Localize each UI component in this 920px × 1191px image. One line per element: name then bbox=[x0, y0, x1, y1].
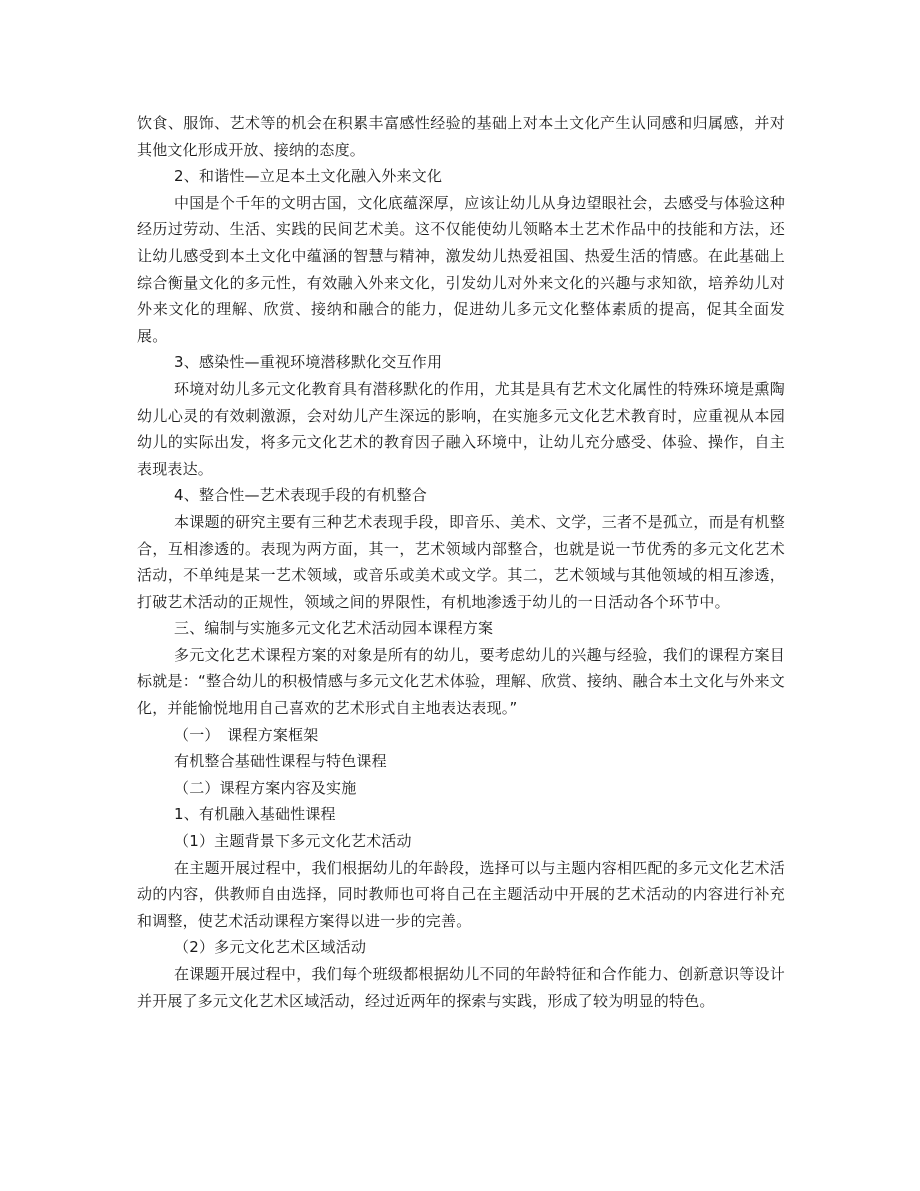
paragraph-area-activity: 在课题开展过程中，我们每个班级都根据幼儿不同的年龄特征和合作能力、创新意识等设计并开展了多元文化艺术区域活动，经过近两年的探索与实践，形成了较为明显的特色。 bbox=[137, 965, 785, 1010]
paragraph-harmony: 中国是个千年的文明古国，文化底蕴深厚，应该让幼儿从身边望眼社会，去感受与体验这种经历过劳动、生活、实践的民间艺术美。这不仅能使幼儿领略本土艺术作品中的技能和方法，还让幼儿感受到本土文化中蕴涵的智慧与精神，激发幼儿热爱祖国、热爱生活的情感。在此基础上综合衡量文化的多元性，有效融入外来文化，引发幼儿对外来文化的兴趣与求知欲，培养幼儿对外来文化的理解、欣赏、接纳和融合的能力，促进幼儿多元文化整体素质的提高，促其全面发展。 bbox=[137, 193, 785, 345]
paragraph-infection: 环境对幼儿多元文化教育具有潜移默化的作用，尤其是具有艺术文化属性的特殊环境是熏陶幼儿心灵的有效刺激源，会对幼儿产生深远的影响，在实施多元文化艺术教育时，应重视从本园幼儿的实际出发，将多元文化艺术的教育因子融入环境中，让幼儿充分感受、体验、操作，自主表现表达。 bbox=[137, 379, 785, 478]
subheading-area-activity: （2）多元文化艺术区域活动 bbox=[174, 938, 367, 957]
section-heading-integration: 4、整合性—艺术表现手段的有机整合 bbox=[174, 486, 427, 505]
subheading-content: （二）课程方案内容及实施 bbox=[174, 778, 357, 797]
subheading-theme-activity: （1）主题背景下多元文化艺术活动 bbox=[174, 832, 412, 851]
paragraph-integration: 本课题的研究主要有三种艺术表现手段，即音乐、美术、文学，三者不是孤立，而是有机整合，互相渗透的。表现为两方面，其一，艺术领域内部整合，也就是说一节优秀的多元文化艺术活动，不单纯是某一艺术领域，或音乐或美术或文学。其二，艺术领域与其他领域的相互渗透，打破艺术活动的正规性，领域之间的界限性，有机地渗透于幼儿的一日活动各个环节中。 bbox=[137, 512, 785, 611]
subheading-framework: （一） 课程方案框架 bbox=[174, 725, 319, 744]
section-heading-harmony: 2、和谐性—立足本土文化融入外来文化 bbox=[174, 167, 443, 186]
section-heading-infection: 3、感染性—重视环境潜移默化交互作用 bbox=[174, 353, 443, 372]
paragraph-curriculum-goal: 多元文化艺术课程方案的对象是所有的幼儿，要考虑幼儿的兴趣与经验，我们的课程方案目标就是：“整合幼儿的积极情感与多元文化艺术体验，理解、欣赏、接纳、融合本土文化与外来文化，并能愉悦地用自己喜欢的艺术形式自主地表达表现。” bbox=[137, 645, 785, 718]
subheading-basic-course: 1、有机融入基础性课程 bbox=[174, 805, 336, 824]
document-body bbox=[137, 110, 785, 1014]
section-heading-curriculum: 三、编制与实施多元文化艺术活动园本课程方案 bbox=[174, 619, 494, 638]
line-framework-summary: 有机整合基础性课程与特色课程 bbox=[174, 752, 387, 771]
paragraph-theme-activity: 在主题开展过程中，我们根据幼儿的年龄段，选择可以与主题内容相匹配的多元文化艺术活动的内容，供教师自由选择，同时教师也可将自己在主题活动中开展的艺术活动的内容进行补充和调整，使艺术活动课程方案得以进一步的完善。 bbox=[137, 858, 785, 930]
paragraph-continuation: 饮食、服饰、艺术等的机会在积累丰富感性经验的基础上对本土文化产生认同感和归属感，并对其他文化形成开放、接纳的态度。 bbox=[137, 114, 785, 159]
